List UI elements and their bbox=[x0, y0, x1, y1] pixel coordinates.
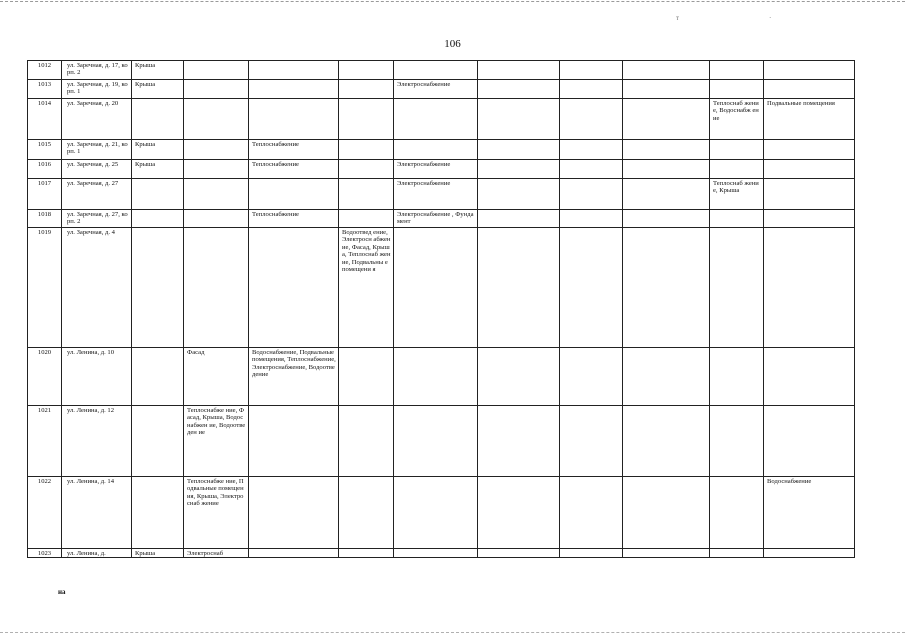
scan-edge-bottom bbox=[0, 632, 905, 633]
table-cell bbox=[339, 348, 394, 406]
table-row bbox=[28, 80, 855, 99]
address-cell: ул. Заречная, д. 17, корп. 2 bbox=[62, 61, 132, 80]
footer-mark: на bbox=[58, 588, 66, 596]
row-number-cell: 1017 bbox=[28, 179, 62, 210]
table-cell bbox=[184, 210, 249, 228]
table-cell bbox=[394, 549, 478, 558]
table-cell bbox=[764, 210, 855, 228]
table-cell bbox=[132, 406, 184, 477]
table-row bbox=[28, 210, 855, 228]
address-cell: ул. Заречная, д. 27, корп. 2 bbox=[62, 210, 132, 228]
table-cell: Фасад bbox=[184, 348, 249, 406]
table-cell bbox=[623, 140, 710, 160]
row-number-cell: 1013 bbox=[28, 80, 62, 99]
table-row bbox=[28, 160, 855, 179]
table-cell bbox=[560, 549, 623, 558]
table-cell bbox=[710, 406, 764, 477]
table-cell bbox=[339, 406, 394, 477]
address-cell: ул. Заречная, д. 25 bbox=[62, 160, 132, 179]
table-cell bbox=[132, 348, 184, 406]
address-cell: ул. Ленина, д. 10 bbox=[62, 348, 132, 406]
table-cell: Крыша bbox=[132, 140, 184, 160]
table-cell bbox=[478, 179, 560, 210]
table-cell bbox=[710, 228, 764, 348]
table-cell bbox=[560, 80, 623, 99]
table-cell bbox=[339, 61, 394, 80]
table-cell bbox=[184, 99, 249, 140]
table-cell bbox=[478, 99, 560, 140]
row-number-cell: 1016 bbox=[28, 160, 62, 179]
table-cell: Водоснабжение bbox=[764, 477, 855, 549]
table-cell bbox=[132, 99, 184, 140]
table-cell: Электроснабжение bbox=[394, 80, 478, 99]
table-cell bbox=[710, 140, 764, 160]
scan-speck: · bbox=[769, 14, 772, 22]
table-cell bbox=[764, 348, 855, 406]
table-cell: Электроснабжение bbox=[394, 160, 478, 179]
table-cell bbox=[560, 477, 623, 549]
table-row bbox=[28, 477, 855, 549]
address-cell: ул. Заречная, д. 27 bbox=[62, 179, 132, 210]
table-cell bbox=[623, 228, 710, 348]
table-row bbox=[28, 549, 855, 558]
row-number-cell: 1014 bbox=[28, 99, 62, 140]
table-cell: Водоснабжение, Подвальные помещения, Теплоснабжение, Электроснабжение, Водоотведение bbox=[249, 348, 339, 406]
table-cell bbox=[764, 61, 855, 80]
table-cell: Электроснабжение , Фундамент bbox=[394, 210, 478, 228]
table-cell bbox=[560, 61, 623, 80]
table-cell bbox=[623, 348, 710, 406]
table-cell bbox=[249, 179, 339, 210]
table-cell bbox=[184, 140, 249, 160]
table-cell: Теплоснабжение bbox=[249, 210, 339, 228]
table-row bbox=[28, 140, 855, 160]
table-cell bbox=[132, 228, 184, 348]
table-cell: Крыша bbox=[132, 160, 184, 179]
row-number-cell: 1022 bbox=[28, 477, 62, 549]
table-cell: Теплоснабже ние, Фасад, Крыша, Водоснабжен ие, Водоотведен ие bbox=[184, 406, 249, 477]
table-row bbox=[28, 99, 855, 140]
scan-speck: т bbox=[676, 14, 680, 22]
table-cell bbox=[478, 61, 560, 80]
table-cell bbox=[249, 99, 339, 140]
register-table bbox=[27, 60, 855, 558]
row-number-cell: 1019 bbox=[28, 228, 62, 348]
row-number-cell: 1020 bbox=[28, 348, 62, 406]
table-cell bbox=[623, 160, 710, 179]
table-cell bbox=[132, 179, 184, 210]
scan-edge-top bbox=[0, 1, 905, 2]
register-body bbox=[28, 61, 855, 558]
table-cell bbox=[560, 140, 623, 160]
table-cell bbox=[394, 140, 478, 160]
address-cell: ул. Ленина, д. 14 bbox=[62, 477, 132, 549]
table-cell bbox=[560, 228, 623, 348]
row-number-cell: 1023 bbox=[28, 549, 62, 558]
table-cell bbox=[623, 179, 710, 210]
table-row bbox=[28, 179, 855, 210]
table-cell: Крыша bbox=[132, 61, 184, 80]
table-cell bbox=[710, 210, 764, 228]
table-row bbox=[28, 406, 855, 477]
table-cell bbox=[184, 160, 249, 179]
table-cell: Теплоснаб жение, Крыша bbox=[710, 179, 764, 210]
table-cell bbox=[710, 160, 764, 179]
table-cell bbox=[478, 160, 560, 179]
table-cell bbox=[132, 477, 184, 549]
table-cell bbox=[339, 80, 394, 99]
table-cell bbox=[394, 61, 478, 80]
table-cell bbox=[339, 99, 394, 140]
table-cell bbox=[560, 406, 623, 477]
table-cell bbox=[339, 210, 394, 228]
table-cell bbox=[710, 80, 764, 99]
table-cell bbox=[560, 210, 623, 228]
row-number-cell: 1018 bbox=[28, 210, 62, 228]
address-cell: ул. Заречная, д. 4 bbox=[62, 228, 132, 348]
table-row bbox=[28, 228, 855, 348]
table-cell bbox=[623, 477, 710, 549]
table-cell: Подвальные помещения bbox=[764, 99, 855, 140]
table-cell bbox=[560, 160, 623, 179]
table-row bbox=[28, 348, 855, 406]
table-cell: Теплоснабжение bbox=[249, 160, 339, 179]
table-cell bbox=[394, 406, 478, 477]
table-cell bbox=[560, 99, 623, 140]
table-cell: Электроснабжение bbox=[394, 179, 478, 210]
table-cell bbox=[764, 140, 855, 160]
page-number: 106 bbox=[444, 38, 461, 50]
address-cell: ул. Заречная, д. 21, корп. 1 bbox=[62, 140, 132, 160]
table-cell bbox=[764, 406, 855, 477]
table-cell: Теплоснабже ние, Подвальные помещения, Крыша, Электроснаб жение bbox=[184, 477, 249, 549]
table-cell bbox=[478, 210, 560, 228]
table-cell bbox=[249, 477, 339, 549]
table-cell bbox=[710, 477, 764, 549]
table-cell bbox=[394, 228, 478, 348]
table-cell bbox=[764, 179, 855, 210]
table-cell bbox=[184, 80, 249, 99]
table-cell bbox=[710, 348, 764, 406]
table-cell: Теплоснаб жение, Водоснабж ение bbox=[710, 99, 764, 140]
table-cell bbox=[339, 140, 394, 160]
table-cell bbox=[394, 477, 478, 549]
address-cell: ул. Ленина, д. bbox=[62, 549, 132, 558]
address-cell: ул. Ленина, д. 12 bbox=[62, 406, 132, 477]
table-row bbox=[28, 61, 855, 80]
table-cell bbox=[249, 80, 339, 99]
table-cell bbox=[764, 549, 855, 558]
table-cell: Теплоснабжение bbox=[249, 140, 339, 160]
table-cell bbox=[339, 477, 394, 549]
table-cell bbox=[623, 210, 710, 228]
table-cell: Электроснаб bbox=[184, 549, 249, 558]
table-cell bbox=[249, 549, 339, 558]
table-cell bbox=[764, 80, 855, 99]
table-cell bbox=[249, 61, 339, 80]
table-cell bbox=[623, 406, 710, 477]
table-cell bbox=[478, 80, 560, 99]
table-cell bbox=[623, 80, 710, 99]
table-cell bbox=[478, 477, 560, 549]
table-cell: Крыша bbox=[132, 549, 184, 558]
table-cell bbox=[764, 228, 855, 348]
table-cell bbox=[184, 179, 249, 210]
table-cell bbox=[339, 179, 394, 210]
table-cell bbox=[478, 140, 560, 160]
table-cell bbox=[560, 179, 623, 210]
table-cell bbox=[478, 549, 560, 558]
table-cell bbox=[184, 61, 249, 80]
table-cell bbox=[478, 228, 560, 348]
table-cell bbox=[478, 348, 560, 406]
table-cell bbox=[184, 228, 249, 348]
table-cell: Крыша bbox=[132, 80, 184, 99]
table-cell bbox=[249, 406, 339, 477]
table-cell bbox=[394, 99, 478, 140]
table-cell bbox=[623, 61, 710, 80]
table-cell bbox=[764, 160, 855, 179]
table-cell bbox=[132, 210, 184, 228]
table-cell bbox=[623, 99, 710, 140]
row-number-cell: 1015 bbox=[28, 140, 62, 160]
table-cell bbox=[394, 348, 478, 406]
table-cell bbox=[339, 549, 394, 558]
address-cell: ул. Заречная, д. 19, корп. 1 bbox=[62, 80, 132, 99]
table-cell bbox=[710, 549, 764, 558]
row-number-cell: 1021 bbox=[28, 406, 62, 477]
table-cell: Водоотвед ение, Электросн абжение, Фасад, Крыша, Теплоснаб жение, Подвальны е помещени я bbox=[339, 228, 394, 348]
table-cell bbox=[623, 549, 710, 558]
table-cell bbox=[249, 228, 339, 348]
table-cell bbox=[339, 160, 394, 179]
row-number-cell: 1012 bbox=[28, 61, 62, 80]
table-cell bbox=[478, 406, 560, 477]
table-cell bbox=[710, 61, 764, 80]
table-cell bbox=[560, 348, 623, 406]
address-cell: ул. Заречная, д. 20 bbox=[62, 99, 132, 140]
